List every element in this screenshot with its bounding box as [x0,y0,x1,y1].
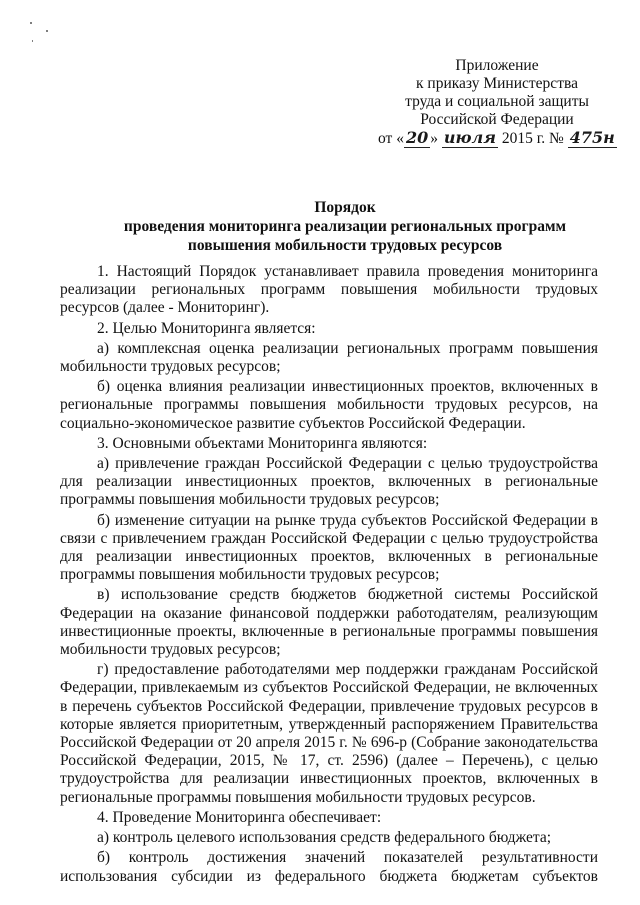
title-line: Порядок [314,199,376,216]
paragraph: б) оценка влияния реализации инвестиционных проектов, включенных в региональные программы повышения мобильности трудовых ресурсов, на социально-экономическое развитие субъектов Российской Федерации. [60,378,598,432]
annex-line: к приказу Министерства [416,75,578,92]
date-year: 2015 г. № [497,130,568,147]
date-close: » [430,130,438,147]
document-body [60,263,598,888]
paragraph: а) привлечение граждан Российской Федерации с целью трудоустройства для реализации инвестиционных проектов, включенных в региональные программы повышения мобильности трудовых ресурсов; [60,455,598,509]
paragraph: г) предоставление работодателями мер поддержки гражданам Российской Федерации, привлекаемым из субъектов Российской Федерации, не включенных в перечень субъектов Российской Федерации, привлечение трудовых ресурсов в которые является приоритетным, утвержденный распоряжением Правительства Российской Федерации от 20 апреля 2015 г. № 696-р (Собрание законодательства Российской Федерации, 2015, № 17, ст. 2596) (далее – Перечень), с целью трудоустройства для реализации инвестиционных проектов, включенных в региональные программы повышения мобильности трудовых ресурсов. [60,661,598,806]
annex-line: труда и социальной защиты [405,93,589,110]
scan-speck [32,40,33,42]
paragraph: 2. Целью Мониторинга является: [97,319,316,337]
annex-date-line [378,129,622,148]
title-line: проведения мониторинга реализации региональных программ [123,218,567,235]
annex-line: Российской Федерации [420,111,574,128]
handwritten-month: июля [443,128,496,147]
paragraph: 3. Основными объектами Мониторинга являются: [97,434,428,452]
title-line: повышения мобильности трудовых ресурсов [187,237,503,254]
handwritten-day: 20 [405,128,429,147]
paragraph: а) контроль целевого использования средств федерального бюджета; [97,829,552,847]
paragraph: а) комплексная оценка реализации региональных программ повышения мобильности трудовых ресурсов; [60,339,598,376]
scan-speck [46,30,48,32]
handwritten-order-number: 475н [569,128,615,147]
document-title [80,198,610,255]
annex-line: Приложение [455,57,539,74]
paragraph: 1. Настоящий Порядок устанавливает правила проведения мониторинга реализации региональных программ повышения мобильности трудовых ресурсов (далее - Мониторинг). [60,263,598,317]
paragraph: б) контроль достижения значений показателей результативности использования субсидии из федерального бюджета бюджетам субъектов [60,849,598,885]
annex-block [372,57,622,148]
paragraph: б) изменение ситуации на рынке труда субъектов Российской Федерации в связи с привлечением граждан Российской Федерации с целью трудоустройства для реализации инвестиционных проектов, включенных в региональные программы повышения мобильности трудовых ресурсов; [60,511,598,584]
scan-speck [30,22,32,24]
paragraph: в) использование средств бюджетов бюджетной системы Российской Федерации на оказание финансовой поддержки работодателям, реализующим инвестиционные проекты, включенные в региональные программы повышения мобильности трудовых ресурсов; [60,586,598,659]
paragraph: 4. Проведение Мониторинга обеспечивает: [97,808,382,826]
date-prefix: от « [378,130,404,147]
